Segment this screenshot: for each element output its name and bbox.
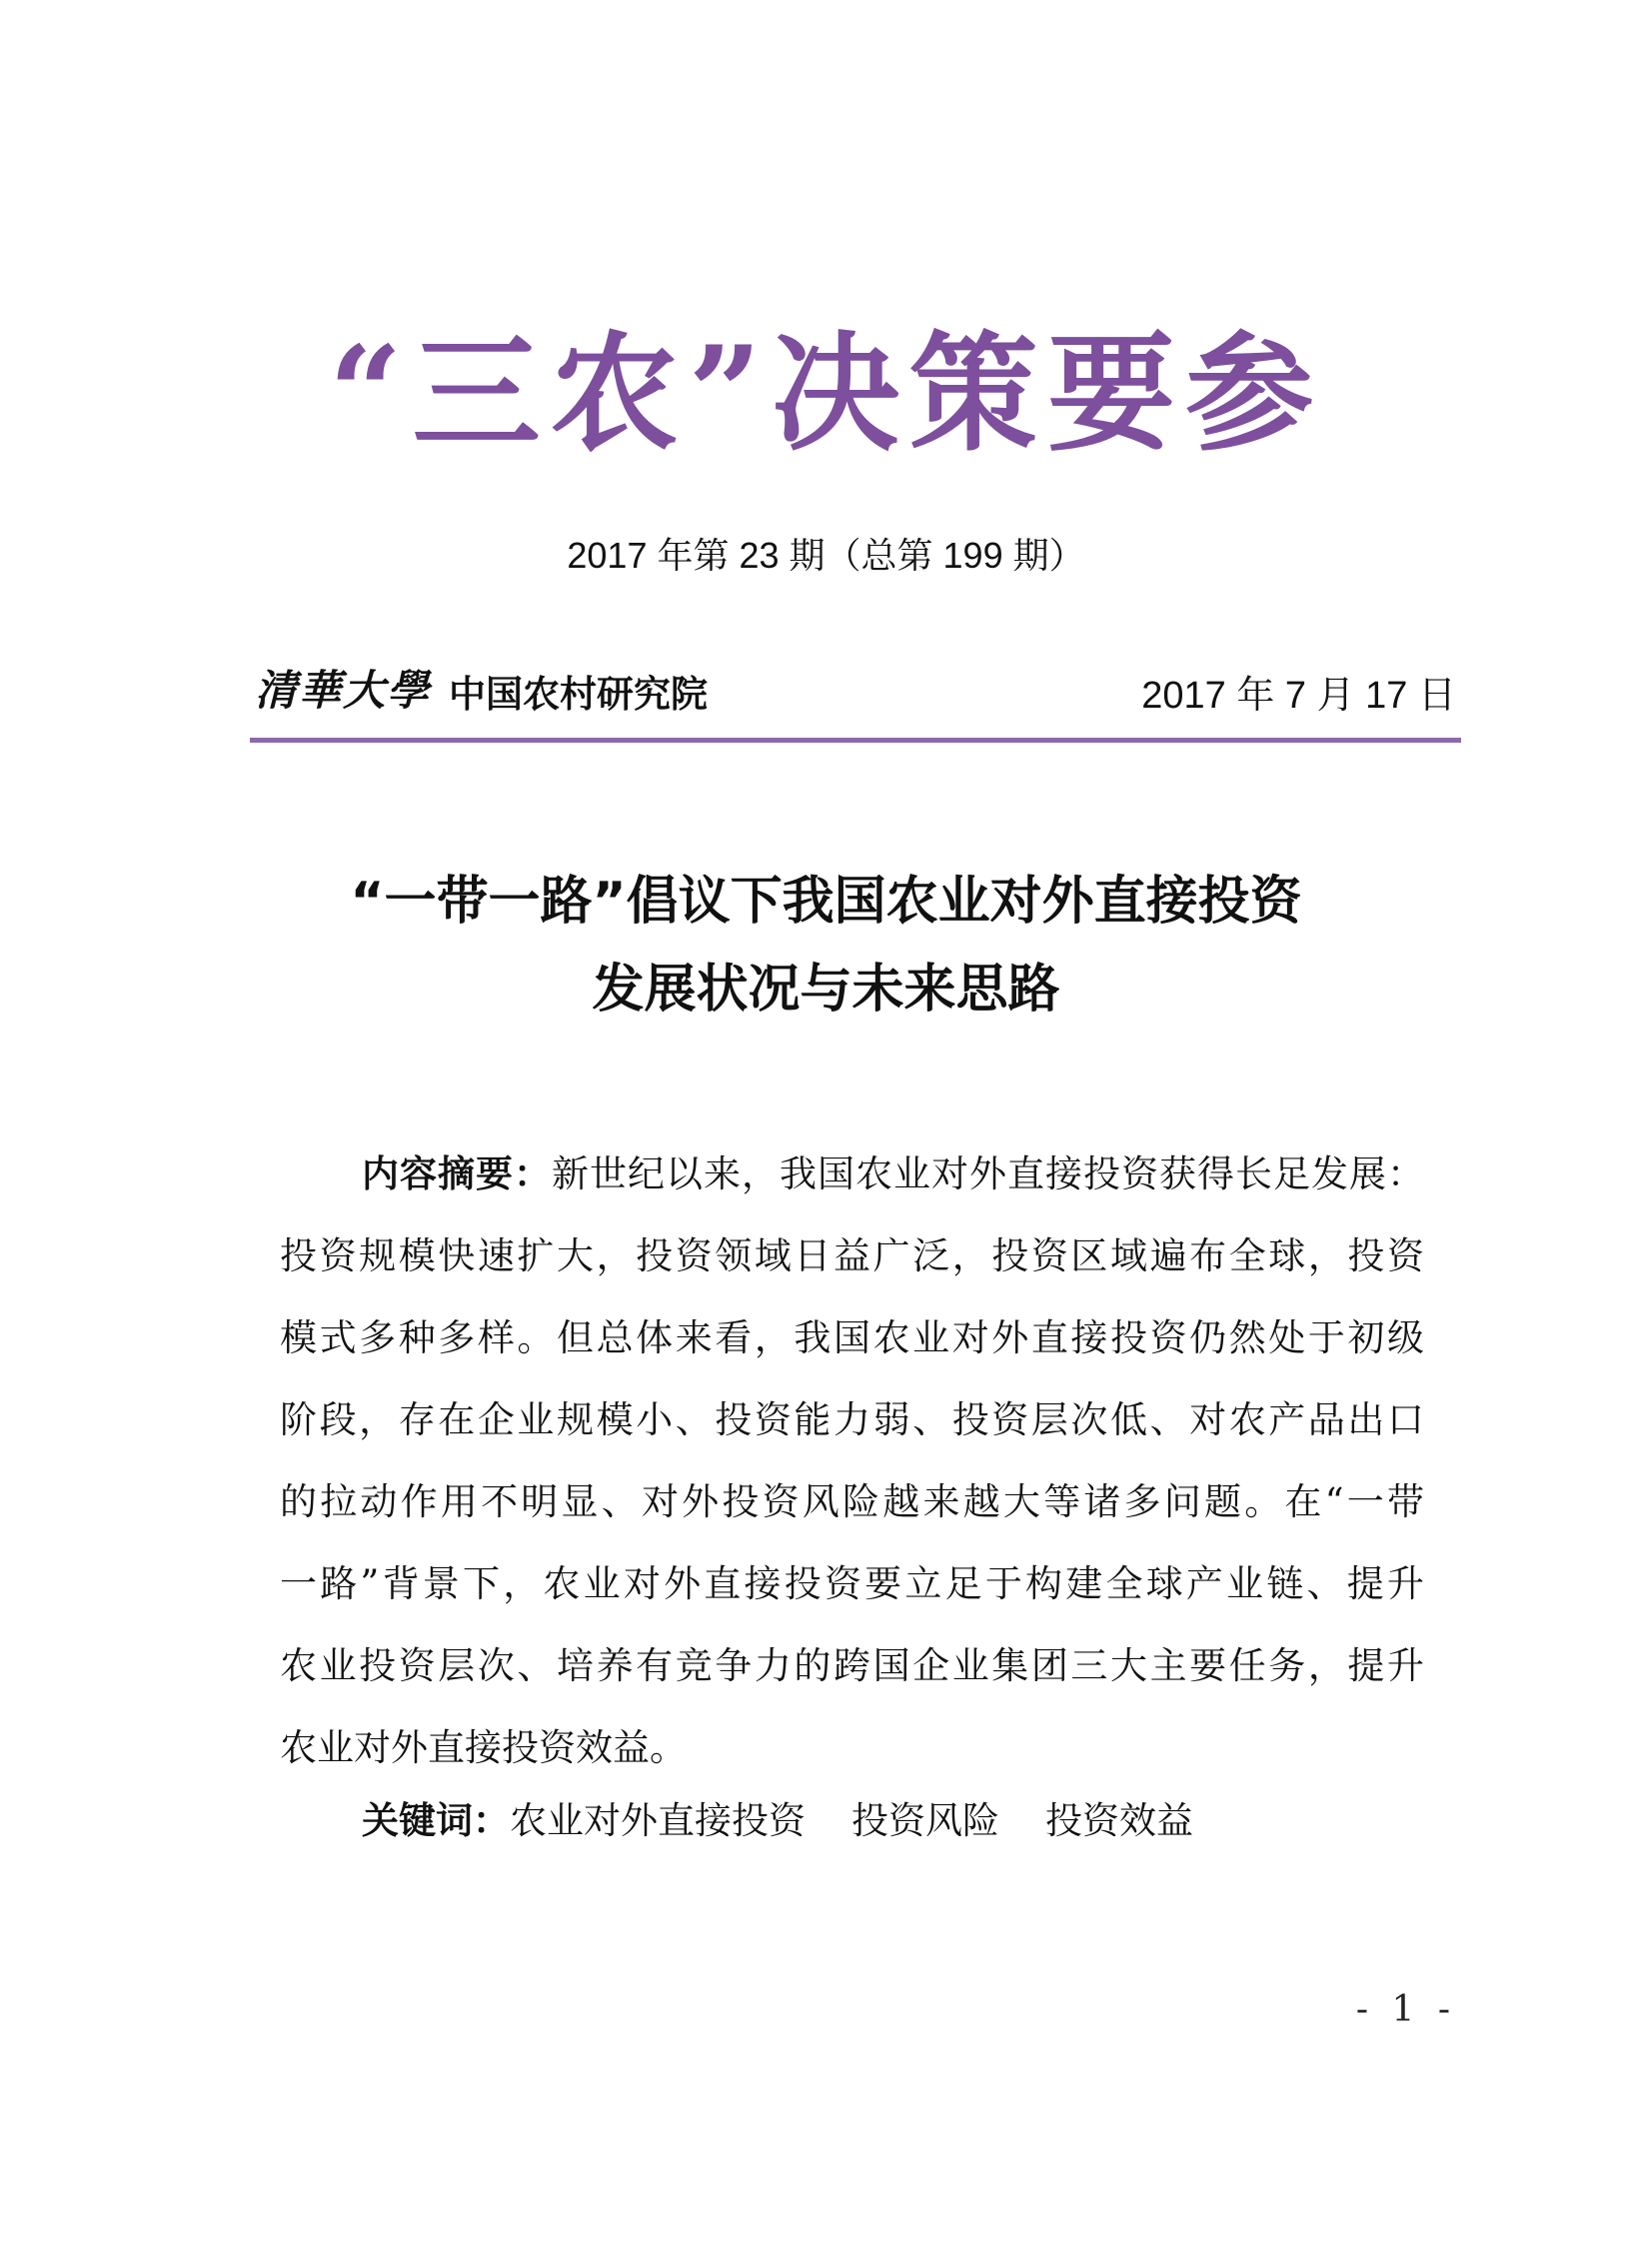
abstract-line: 农业对外直接投资效益。 (280, 1726, 687, 1769)
header-divider (250, 738, 1461, 743)
abstract-line: 内容摘要：新世纪以来，我国农业对外直接投资获得长足发展： (362, 1152, 1424, 1195)
abstract-line: 农业投资层次、培养有竞争力的跨国企业集团三大主要任务，提升 (280, 1644, 1424, 1687)
issue-number: 2017 年第 23 期（总第 199 期） (567, 535, 1085, 576)
keywords (362, 1790, 1239, 1844)
abstract-line: 投资规模快速扩大，投资领域日益广泛，投资区域遍布全球，投资 (280, 1234, 1424, 1277)
masthead-title: “三农”决策要参 (328, 319, 1324, 469)
keyword: 投资效益 (1045, 1799, 1193, 1842)
abstract-line: 一路”背景下，农业对外直接投资要立足于构建全球产业链、提升 (280, 1562, 1424, 1605)
abstract-line: 的拉动作用不明显、对外投资风险越来越大等诸多问题。在“一带 (280, 1480, 1424, 1523)
abstract-line: 模式多种多样。但总体来看，我国农业对外直接投资仍然处于初级 (280, 1316, 1424, 1359)
institution (255, 658, 708, 718)
page-number: - 1 - (1355, 1989, 1456, 2030)
publication-date: 2017 年 7 月 17 日 (1141, 675, 1456, 717)
abstract-line: 阶段，存在企业规模小、投资能力弱、投资层次低、对农产品出口 (280, 1398, 1424, 1441)
institute-name: 中国农村研究院 (449, 672, 709, 716)
keyword: 投资风险 (851, 1799, 999, 1842)
abstract-label: 内容摘要： (362, 1152, 552, 1195)
keyword: 农业对外直接投资 (510, 1799, 806, 1842)
article-title (0, 858, 1652, 1034)
title-line: “一带一路”倡议下我国农业对外直接投资 (350, 872, 1302, 932)
university-logo: 清華大學 (255, 666, 432, 715)
keywords-label: 关键词： (362, 1799, 510, 1842)
abstract (280, 1133, 1424, 1789)
title-line: 发展状况与未来思路 (592, 960, 1060, 1020)
